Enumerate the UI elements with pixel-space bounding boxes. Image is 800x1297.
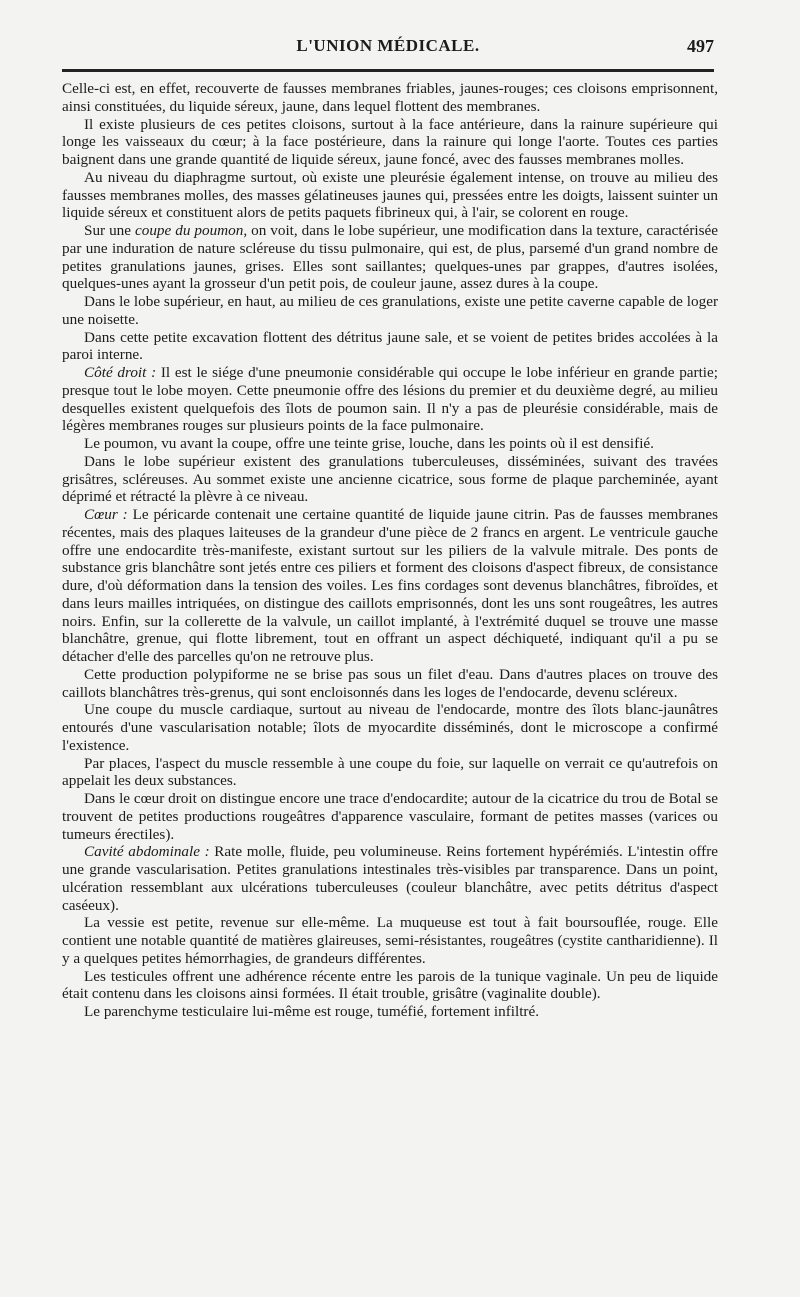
- section-heading: Côté droit :: [84, 364, 157, 381]
- paragraph-text: Dans le cœur droit on distingue encore une trace d'endocardite; autour de la cicatrice du trou de Botal se trouvent de petites productions rougeâtres d'apparence vasculaire, formant de petites masses (varices ou tumeurs érectiles).: [62, 790, 718, 843]
- paragraph: [62, 968, 718, 1004]
- paragraph: [62, 80, 718, 116]
- paragraph: [62, 329, 718, 365]
- paragraph: [62, 169, 718, 222]
- running-title: L'UNION MÉDICALE.: [296, 36, 480, 55]
- paragraph: [62, 1003, 718, 1021]
- paragraph-text: Au niveau du diaphragme surtout, où existe une pleurésie également intense, on trouve au milieu des fausses membranes molles, des masses gélatineuses jaunes qui, pressées entre les doigts, laissent suinter un liquide séreux et constituent alors de petits paquets fibrineux qui, à l'air, se colorent en rouge.: [62, 168, 718, 222]
- paragraph: [62, 453, 718, 506]
- paragraph-text: La vessie est petite, revenue sur elle-même. La muqueuse est tout à fait boursouflée, rouge. Elle contient une notable quantité de matières glaireuses, semi-résistantes, rougeâtres (cystite cantharidienne). Il y a quelques petites hémorrhagies, de grandeurs différentes.: [62, 914, 718, 967]
- paragraph-text: Rate molle, fluide, peu volumineuse. Reins fortement hypérémiés. L'intestin offre une grande vascularisation. Petites granulations intestinales très-visibles par transparence. Dans un point, ulcération ressemblant aux ulcérations tuberculeuses (couleur blanchâtre, avec petits détritus d'aspect caséeux).: [62, 843, 718, 914]
- paragraph-text: Le péricarde contenait une certaine quantité de liquide jaune citrin. Pas de fausses membranes récentes, mais des plaques laiteuses de la grandeur d'une pièce de 2 francs en argent. Le ventricule gauche offre une endocardite très-manifeste, existant surtout sur les piliers de la valvule mitrale. Des ponts de substance gris blanchâtre sont jetés entre ces piliers et forment des cloisons d'aspect fibreux, de consistance dure, d'où déformation dans la tension des voiles. Les fins cordages sont devenus blanchâtres, fibroïdes, et dans leurs mailles intriquées, on distingue des caillots emprisonnés, dont les uns sont rougeâtres, les autres noirs. Enfin, sur la collerette de la valvule, un caillot implanté, à l'extrémité duquel se trouve une masse blanchâtre, grenue, qui flotte librement, tout en offrant un aspect déchiqueté, indiquant qu'il a pu se détacher d'elle des parcelles qu'on ne retrouve plus.: [62, 506, 718, 665]
- paragraph: [62, 222, 718, 293]
- paragraph: [62, 790, 718, 843]
- paragraph: [62, 755, 718, 791]
- paragraph-text: Une coupe du muscle cardiaque, surtout au niveau de l'endocarde, montre des îlots blanc-jaunâtres entourés d'une vascularisation notable; îlots de myocardite disséminés, dont le microscope a confirmé l'existence.: [62, 701, 718, 754]
- paragraph-text: Le poumon, vu avant la coupe, offre une teinte grise, louche, dans les points où il est densifié.: [84, 435, 654, 452]
- paragraph-text: , on voit, dans le lobe supérieur, une modification dans la texture, caractérisée par une induration de nature scléreuse du tissu pulmonaire, qui est, de plus, parsemé d'un grand nombre de petites granulations jaunes, grises. Elles sont saillantes; quelques-unes par grappes, d'autres isolées, quelques-unes ayant la grosseur d'un petit pois, de couleur jaune, assez dures à la coupe.: [62, 222, 719, 293]
- paragraph-text: Dans cette petite excavation flottent des détritus jaune sale, et se voient de petites brides accolées à la paroi interne.: [62, 328, 718, 364]
- section-heading: coupe du poumon: [134, 222, 244, 239]
- paragraph: [62, 843, 718, 914]
- paragraph: [62, 914, 718, 967]
- page-number: 497: [687, 36, 714, 56]
- paragraph: [62, 701, 718, 754]
- paragraph-text: Le parenchyme testiculaire lui-même est rouge, tuméfié, fortement infiltré.: [84, 1003, 540, 1020]
- paragraph: [62, 666, 718, 702]
- article-body: [62, 80, 718, 1021]
- section-heading: Cœur :: [84, 506, 128, 523]
- paragraph: [62, 506, 718, 666]
- paragraph: [62, 293, 718, 329]
- page-header: [62, 36, 714, 66]
- paragraph-text: Par places, l'aspect du muscle ressemble à une coupe du foie, sur laquelle on verrait ce qu'autrefois on appelait les deux substances.: [62, 754, 718, 790]
- paragraph-text: Les testicules offrent une adhérence récente entre les parois de la tunique vaginale. Un peu de liquide était contenu dans les cloisons ainsi formées. Il était trouble, grisâtre (vaginalite double).: [62, 967, 718, 1003]
- paragraph-text: Celle-ci est, en effet, recouverte de fausses membranes friables, jaunes-rouges; ces cloisons emprisonnent, ainsi constituées, du liquide séreux, jaune, dans lequel flottent des membranes.: [62, 80, 718, 115]
- paragraph: [62, 435, 718, 453]
- paragraph-text: Dans le lobe supérieur, en haut, au milieu de ces granulations, existe une petite caverne capable de loger une noisette.: [62, 293, 718, 328]
- section-heading: Cavité abdominale :: [84, 843, 210, 861]
- paragraph-text: Il est le siége d'une pneumonie considérable qui occupe le lobe inférieur en grande partie; presque tout le lobe moyen. Cette pneumonie offre des lésions du premier et du deuxième degré, au milieu desquelles existent quelquefois des îlots de poumon sain. Il n'y a pas de pleurésie considérable, mais de légères membranes rouges sur plusieurs points de la face pulmonaire.: [62, 364, 718, 435]
- paragraph-lead: Sur une: [84, 222, 135, 239]
- header-rule: [62, 69, 714, 72]
- paragraph-text: Il existe plusieurs de ces petites cloisons, surtout à la face antérieure, dans la rainure supérieure qui longe les vaisseaux du cœur; à la face postérieure, dans la rainure qui longe l'aorte. Toutes ces parties baignent dans une grande quantité de liquide séreux, jaune foncé, avec des fausses membranes molles.: [62, 115, 718, 168]
- paragraph: [62, 364, 718, 435]
- paragraph: [62, 116, 718, 169]
- paragraph-text: Cette production polypiforme ne se brise pas sous un filet d'eau. Dans d'autres places on trouve des caillots blanchâtres très-grenus, qui sont encloisonnés dans les loges de l'endocarde, devenu scléreux.: [62, 665, 718, 701]
- paragraph-text: Dans le lobe supérieur existent des granulations tuberculeuses, disséminées, suivant des travées grisâtres, scléreuses. Au sommet existe une ancienne cicatrice, sous forme de plaque parcheminée, ayant déprimé et rétracté la plèvre à ce niveau.: [62, 452, 718, 506]
